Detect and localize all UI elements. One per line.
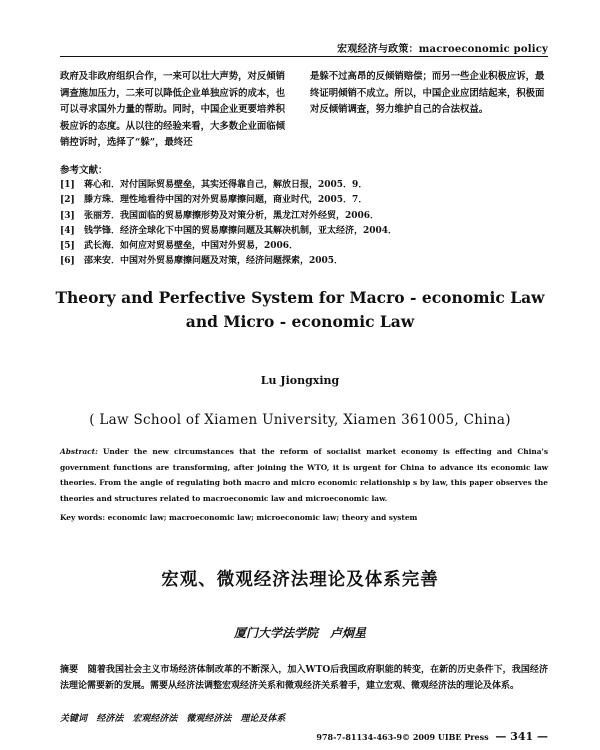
reference-number: [1] — [60, 180, 75, 190]
page-footer — [60, 730, 548, 743]
page-number: — 341 — — [495, 730, 548, 743]
references-title: 参考文献： — [60, 165, 108, 176]
chinese-abstract-text: 随着我国社会主义市场经济体制改革的不断深入，加入WTO后我国政府职能的转变，在新的历史条件下，我国经济法理论需要新的发展。需要从经济法调整宏观经济关系和微观经济关系着手，建立宏观、微观经济法的理论及体系。 — [60, 665, 548, 692]
footer-isbn: 978-7-81134-463-9© 2009 UIBE Press — [316, 732, 489, 742]
references-section — [60, 162, 550, 270]
reference-text: 钱学锋．经济全球化下中国的贸易摩擦问题及其解决机制，亚太经济，2004． — [84, 225, 398, 236]
reference-text: 张丽芳．我国面临的贸易摩擦形势及对策分析，黑龙江对外经贸，2006． — [84, 210, 380, 221]
reference-text: 武长海．如何应对贸易壁垒，中国对外贸易，2006． — [84, 241, 299, 252]
chinese-title: 宏观、微观经济法理论及体系完善 — [161, 570, 439, 590]
reference-number: [3] — [60, 210, 75, 221]
reference-text: 邵来安．中国对外贸易摩擦问题及对策，经济问题探索，2005． — [84, 256, 344, 267]
reference-item — [60, 239, 550, 254]
reference-number: [4] — [60, 225, 75, 236]
keywords-text: economic law; macroeconomic law; microeconomic law; theory and system — [107, 513, 418, 522]
english-keywords — [60, 513, 548, 522]
running-header: 宏观经济与政策：macroeconomic policy — [337, 44, 548, 55]
chinese-author: 厦门大学法学院 卢炯星 — [233, 626, 366, 640]
english-abstract — [60, 444, 548, 506]
body-column-left: 政府及非政府组织合作，一来可以壮大声势，对反倾销调查施加压力，二来可以降低企业单独应诉的成本，也可以寻求国外力量的帮助。同时，中国企业更要培养积极应诉的态度。从以往的经验来看，大多数企业面临倾销控诉时，选择了“躲”，最终还 — [60, 71, 286, 149]
chinese-keywords — [60, 711, 548, 724]
reference-number: [6] — [60, 256, 75, 267]
english-title-line: and Micro - economic Law — [185, 312, 415, 331]
reference-number: [2] — [60, 195, 75, 206]
reference-item — [60, 193, 550, 208]
chinese-keywords-text: 经济法 宏观经济法 微观经济法 理论及体系 — [96, 714, 286, 724]
abstract-label: Abstract: — [60, 447, 98, 456]
reference-item — [60, 224, 550, 239]
reference-text: 蒋心和．对付国际贸易壁垒，其实还得靠自己，解放日报，2005．9． — [84, 180, 368, 190]
reference-item — [60, 178, 550, 193]
english-title — [40, 286, 560, 334]
reference-item — [60, 254, 550, 269]
chinese-abstract-label: 摘要 — [60, 665, 79, 675]
header-rule — [60, 56, 548, 57]
english-affiliation: ( Law School of Xiamen University, Xiamen 361005, China) — [89, 412, 511, 428]
reference-number: [5] — [60, 241, 75, 252]
reference-item — [60, 209, 550, 224]
chinese-keywords-label: 关键词 — [60, 714, 88, 724]
reference-text: 滕方珠．理性地看待中国的对外贸易摩擦问题，商业时代，2005．7． — [84, 195, 368, 206]
body-columns — [60, 69, 550, 159]
english-title-line: Theory and Perfective System for Macro - economic Law — [55, 288, 545, 307]
body-column-right: 是躲不过高昂的反倾销赔偿；而另一些企业积极应诉，最终证明倾销不成立。所以，中国企业应团结起来，积极面对反倾销调查，努力维护自己的合法权益。 — [310, 71, 545, 116]
english-author: Lu Jiongxing — [260, 374, 340, 387]
chinese-abstract — [60, 662, 548, 695]
keywords-label: Key words: — [60, 513, 106, 522]
abstract-text: Under the new circumstances that the reform of socialist market economy is effecting and China's government functions are transforming, after joining the WTO, it is urgent for China to advance its economic law theories. From the angle of regulating both macro and micro economic relationship s by law, this paper observes the theories and structures related to macroeconomic law and microeconomic law. — [60, 447, 548, 503]
